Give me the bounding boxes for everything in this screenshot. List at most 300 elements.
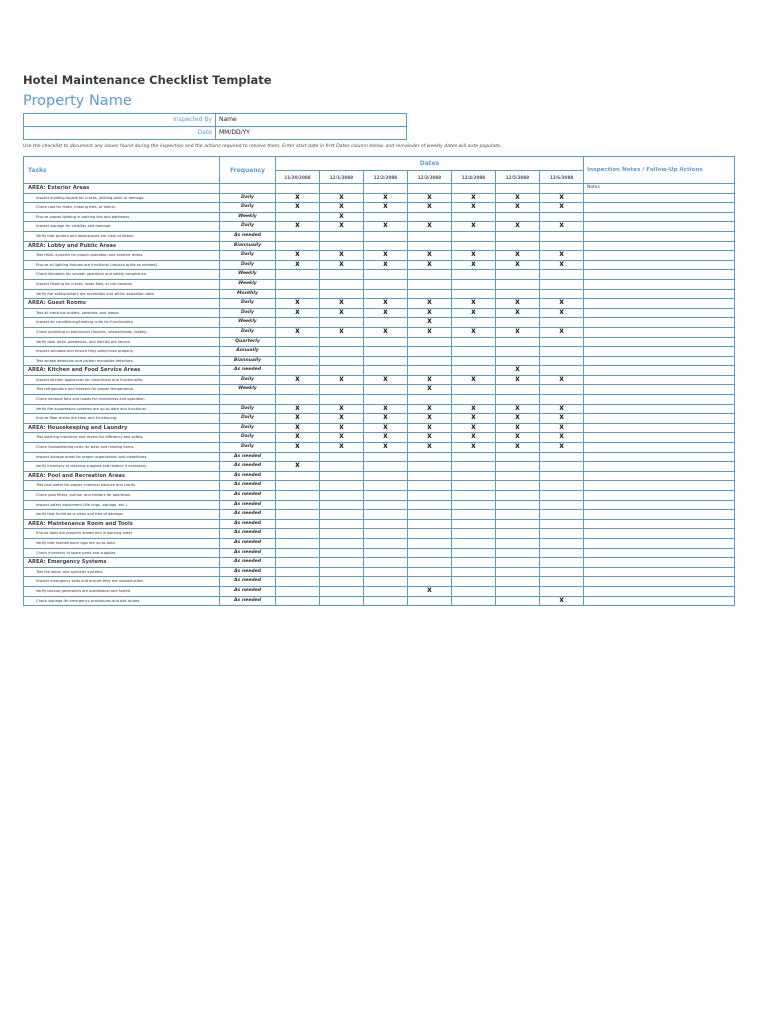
task-description[interactable]: Inspect signage for visibility and damage.	[24, 222, 220, 232]
date-check-cell[interactable]	[452, 395, 496, 405]
notes-cell[interactable]	[584, 404, 735, 414]
task-description[interactable]: Ensure all lighting fixtures are functional (replace bulbs as needed).	[24, 260, 220, 270]
notes-cell[interactable]	[584, 443, 735, 453]
frequency-cell[interactable]: Daily	[220, 299, 276, 309]
notes-cell[interactable]	[584, 193, 735, 203]
date-check-cell[interactable]	[276, 596, 320, 606]
date-column-header[interactable]: 12/5/2088	[496, 171, 540, 184]
date-check-cell[interactable]	[540, 471, 584, 481]
date-check-cell[interactable]	[320, 538, 364, 548]
date-check-cell[interactable]: X	[320, 260, 364, 270]
date-check-cell[interactable]	[540, 510, 584, 520]
date-check-cell[interactable]	[364, 567, 408, 577]
date-column-header[interactable]: 12/3/2088	[408, 171, 452, 184]
frequency-cell[interactable]: As needed	[220, 586, 276, 596]
date-check-cell[interactable]	[496, 519, 540, 529]
date-check-cell[interactable]	[496, 212, 540, 222]
area-title[interactable]: AREA: Guest Rooms	[24, 299, 220, 309]
task-description[interactable]: Test refrigerators and freezers for proper temperature.	[24, 385, 220, 395]
date-check-cell[interactable]: X	[496, 404, 540, 414]
date-check-cell[interactable]	[496, 184, 540, 194]
date-check-cell[interactable]	[408, 462, 452, 472]
date-check-cell[interactable]	[452, 481, 496, 491]
frequency-cell[interactable]: Daily	[220, 203, 276, 213]
date-check-cell[interactable]	[496, 471, 540, 481]
frequency-cell[interactable]: Daily	[220, 443, 276, 453]
notes-cell[interactable]	[584, 289, 735, 299]
date-check-cell[interactable]	[320, 395, 364, 405]
notes-cell[interactable]	[584, 279, 735, 289]
area-title[interactable]: AREA: Pool and Recreation Areas	[24, 471, 220, 481]
date-check-cell[interactable]	[452, 586, 496, 596]
notes-cell[interactable]	[584, 222, 735, 232]
date-check-cell[interactable]	[320, 577, 364, 587]
date-check-cell[interactable]	[276, 471, 320, 481]
task-description[interactable]: Test smoke detectors and carbon monoxide detectors.	[24, 356, 220, 366]
notes-cell[interactable]	[584, 596, 735, 606]
date-check-cell[interactable]: X	[408, 433, 452, 443]
date-check-cell[interactable]: X	[320, 308, 364, 318]
notes-cell[interactable]	[584, 203, 735, 213]
date-check-cell[interactable]	[452, 548, 496, 558]
frequency-cell[interactable]: Daily	[220, 433, 276, 443]
date-check-cell[interactable]: X	[496, 203, 540, 213]
date-check-cell[interactable]	[408, 356, 452, 366]
frequency-cell[interactable]: Biannually	[220, 241, 276, 251]
task-description[interactable]: Inspect building façade for cracks, peeling paint or damage.	[24, 193, 220, 203]
task-description[interactable]: Inspect air conditioning/heating units for functionality.	[24, 318, 220, 328]
frequency-cell[interactable]: Daily	[220, 404, 276, 414]
notes-cell[interactable]	[584, 337, 735, 347]
date-check-cell[interactable]: X	[496, 251, 540, 261]
date-check-cell[interactable]	[496, 385, 540, 395]
date-check-cell[interactable]: X	[320, 375, 364, 385]
date-check-cell[interactable]	[496, 510, 540, 520]
date-check-cell[interactable]: X	[276, 203, 320, 213]
date-check-cell[interactable]: X	[452, 423, 496, 433]
frequency-cell[interactable]: As needed	[220, 548, 276, 558]
date-check-cell[interactable]	[364, 519, 408, 529]
date-check-cell[interactable]: X	[364, 414, 408, 424]
notes-cell[interactable]	[584, 558, 735, 568]
date-check-cell[interactable]	[276, 184, 320, 194]
notes-cell[interactable]	[584, 212, 735, 222]
date-field[interactable]: MM/DD/YY	[216, 127, 407, 140]
frequency-cell[interactable]: As needed	[220, 366, 276, 376]
date-check-cell[interactable]	[320, 471, 364, 481]
date-check-cell[interactable]	[408, 452, 452, 462]
date-check-cell[interactable]	[408, 491, 452, 501]
date-check-cell[interactable]	[452, 491, 496, 501]
date-check-cell[interactable]	[540, 184, 584, 194]
date-check-cell[interactable]: X	[540, 222, 584, 232]
date-check-cell[interactable]: X	[452, 193, 496, 203]
date-check-cell[interactable]	[496, 279, 540, 289]
date-check-cell[interactable]	[496, 558, 540, 568]
frequency-cell[interactable]: As needed	[220, 231, 276, 241]
frequency-cell[interactable]: Daily	[220, 193, 276, 203]
date-check-cell[interactable]	[540, 395, 584, 405]
date-check-cell[interactable]	[452, 241, 496, 251]
date-check-cell[interactable]	[452, 471, 496, 481]
date-check-cell[interactable]	[540, 231, 584, 241]
date-check-cell[interactable]	[364, 538, 408, 548]
area-title[interactable]: AREA: Kitchen and Food Service Areas	[24, 366, 220, 376]
date-check-cell[interactable]	[540, 385, 584, 395]
date-check-cell[interactable]: X	[408, 375, 452, 385]
date-check-cell[interactable]	[540, 279, 584, 289]
task-description[interactable]: Verify fire suppression systems are up-to-date and functional.	[24, 404, 220, 414]
date-check-cell[interactable]: X	[276, 193, 320, 203]
date-check-cell[interactable]: X	[496, 443, 540, 453]
notes-cell[interactable]	[584, 241, 735, 251]
date-check-cell[interactable]: X	[408, 308, 452, 318]
date-check-cell[interactable]: X	[408, 414, 452, 424]
date-check-cell[interactable]: X	[276, 423, 320, 433]
frequency-cell[interactable]: As needed	[220, 519, 276, 529]
date-check-cell[interactable]	[452, 529, 496, 539]
date-check-cell[interactable]	[276, 385, 320, 395]
date-check-cell[interactable]	[276, 231, 320, 241]
date-check-cell[interactable]: X	[540, 414, 584, 424]
frequency-cell[interactable]: As needed	[220, 491, 276, 501]
date-check-cell[interactable]	[452, 519, 496, 529]
date-check-cell[interactable]	[276, 548, 320, 558]
notes-cell[interactable]	[584, 260, 735, 270]
date-check-cell[interactable]	[408, 212, 452, 222]
date-check-cell[interactable]	[320, 529, 364, 539]
frequency-cell[interactable]: Daily	[220, 327, 276, 337]
task-description[interactable]: Inspect windows and ensure they open/close properly.	[24, 347, 220, 357]
date-check-cell[interactable]	[276, 212, 320, 222]
date-check-cell[interactable]	[364, 318, 408, 328]
date-column-header[interactable]: 11/30/2088	[276, 171, 320, 184]
date-check-cell[interactable]	[408, 366, 452, 376]
date-check-cell[interactable]	[540, 586, 584, 596]
date-check-cell[interactable]: X	[408, 318, 452, 328]
date-check-cell[interactable]	[540, 270, 584, 280]
date-check-cell[interactable]	[496, 538, 540, 548]
date-check-cell[interactable]: X	[364, 299, 408, 309]
notes-cell[interactable]	[584, 251, 735, 261]
date-check-cell[interactable]	[408, 548, 452, 558]
frequency-cell[interactable]: As needed	[220, 577, 276, 587]
notes-cell[interactable]	[584, 433, 735, 443]
date-check-cell[interactable]	[540, 289, 584, 299]
task-description[interactable]: Test all electrical outlets, switches, and lamps.	[24, 308, 220, 318]
date-check-cell[interactable]	[452, 500, 496, 510]
notes-cell[interactable]	[584, 481, 735, 491]
date-check-cell[interactable]	[364, 510, 408, 520]
date-check-cell[interactable]	[452, 184, 496, 194]
date-check-cell[interactable]	[540, 337, 584, 347]
notes-cell[interactable]	[584, 318, 735, 328]
date-check-cell[interactable]	[408, 510, 452, 520]
date-check-cell[interactable]: X	[540, 433, 584, 443]
task-description[interactable]: Verify fire extinguishers are accessible and within expiration date.	[24, 289, 220, 299]
date-check-cell[interactable]	[364, 241, 408, 251]
date-check-cell[interactable]	[496, 241, 540, 251]
date-column-header[interactable]: 12/4/2088	[452, 171, 496, 184]
date-column-header[interactable]: 12/1/2088	[320, 171, 364, 184]
frequency-cell[interactable]: As needed	[220, 567, 276, 577]
date-check-cell[interactable]: X	[452, 203, 496, 213]
date-check-cell[interactable]	[452, 356, 496, 366]
notes-cell[interactable]	[584, 567, 735, 577]
frequency-cell[interactable]: Monthly	[220, 289, 276, 299]
date-check-cell[interactable]	[496, 548, 540, 558]
date-check-cell[interactable]	[408, 270, 452, 280]
frequency-cell[interactable]: As needed	[220, 510, 276, 520]
frequency-cell[interactable]: As needed	[220, 596, 276, 606]
task-description[interactable]: Ensure proper lighting in parking lots and pathways.	[24, 212, 220, 222]
date-check-cell[interactable]	[320, 184, 364, 194]
task-description[interactable]: Verify door locks, peepholes, and latches are secure.	[24, 337, 220, 347]
date-check-cell[interactable]	[496, 318, 540, 328]
date-check-cell[interactable]	[496, 347, 540, 357]
date-check-cell[interactable]	[496, 231, 540, 241]
notes-cell[interactable]	[584, 577, 735, 587]
date-check-cell[interactable]: X	[408, 251, 452, 261]
frequency-cell[interactable]: Weekly	[220, 385, 276, 395]
date-check-cell[interactable]	[364, 577, 408, 587]
notes-cell[interactable]	[584, 327, 735, 337]
date-check-cell[interactable]	[452, 462, 496, 472]
date-check-cell[interactable]	[364, 481, 408, 491]
date-check-cell[interactable]	[408, 471, 452, 481]
frequency-cell[interactable]: Quarterly	[220, 337, 276, 347]
date-check-cell[interactable]	[320, 462, 364, 472]
date-check-cell[interactable]: X	[320, 443, 364, 453]
date-check-cell[interactable]	[276, 337, 320, 347]
date-check-cell[interactable]: X	[364, 404, 408, 414]
date-check-cell[interactable]	[496, 529, 540, 539]
date-check-cell[interactable]	[276, 452, 320, 462]
date-check-cell[interactable]	[408, 184, 452, 194]
notes-cell[interactable]	[584, 366, 735, 376]
notes-cell[interactable]	[584, 231, 735, 241]
date-check-cell[interactable]	[408, 577, 452, 587]
date-check-cell[interactable]	[364, 452, 408, 462]
date-check-cell[interactable]	[320, 241, 364, 251]
date-check-cell[interactable]	[452, 289, 496, 299]
date-check-cell[interactable]	[364, 529, 408, 539]
notes-cell[interactable]	[584, 462, 735, 472]
date-check-cell[interactable]	[540, 491, 584, 501]
date-check-cell[interactable]	[496, 289, 540, 299]
date-check-cell[interactable]: X	[364, 327, 408, 337]
date-check-cell[interactable]: X	[540, 404, 584, 414]
date-check-cell[interactable]: X	[276, 433, 320, 443]
task-description[interactable]: Inspect safety equipment (life rings, signage, etc.).	[24, 500, 220, 510]
frequency-cell[interactable]: Biannually	[220, 356, 276, 366]
date-check-cell[interactable]	[320, 586, 364, 596]
date-check-cell[interactable]	[408, 567, 452, 577]
date-check-cell[interactable]	[452, 337, 496, 347]
date-check-cell[interactable]	[496, 491, 540, 501]
date-check-cell[interactable]	[320, 558, 364, 568]
date-check-cell[interactable]: X	[408, 586, 452, 596]
date-check-cell[interactable]: X	[364, 443, 408, 453]
date-check-cell[interactable]: X	[452, 327, 496, 337]
date-check-cell[interactable]	[276, 529, 320, 539]
date-check-cell[interactable]	[364, 337, 408, 347]
date-check-cell[interactable]	[496, 337, 540, 347]
task-description[interactable]: Check housekeeping carts for wear and missing items.	[24, 443, 220, 453]
date-check-cell[interactable]: X	[496, 433, 540, 443]
notes-cell[interactable]	[584, 395, 735, 405]
date-check-cell[interactable]: X	[276, 375, 320, 385]
date-check-cell[interactable]: X	[540, 596, 584, 606]
frequency-cell[interactable]: Daily	[220, 260, 276, 270]
date-check-cell[interactable]	[452, 567, 496, 577]
frequency-cell[interactable]: As needed	[220, 529, 276, 539]
date-check-cell[interactable]	[408, 596, 452, 606]
date-check-cell[interactable]: X	[496, 260, 540, 270]
date-check-cell[interactable]	[276, 289, 320, 299]
task-description[interactable]: Verify that gutters and downspouts are clear of debris.	[24, 231, 220, 241]
date-check-cell[interactable]	[408, 519, 452, 529]
date-check-cell[interactable]	[408, 279, 452, 289]
date-check-cell[interactable]	[540, 462, 584, 472]
area-title[interactable]: AREA: Lobby and Public Areas	[24, 241, 220, 251]
date-check-cell[interactable]	[364, 289, 408, 299]
task-description[interactable]: Test fire alarm and sprinkler systems.	[24, 567, 220, 577]
notes-cell[interactable]	[584, 548, 735, 558]
date-check-cell[interactable]	[452, 347, 496, 357]
date-check-cell[interactable]	[496, 586, 540, 596]
date-check-cell[interactable]	[496, 270, 540, 280]
notes-cell[interactable]	[584, 529, 735, 539]
date-check-cell[interactable]	[364, 231, 408, 241]
date-check-cell[interactable]	[364, 356, 408, 366]
date-check-cell[interactable]: X	[452, 414, 496, 424]
frequency-cell[interactable]: Daily	[220, 423, 276, 433]
date-check-cell[interactable]: X	[364, 193, 408, 203]
notes-cell[interactable]	[584, 471, 735, 481]
date-check-cell[interactable]: X	[320, 299, 364, 309]
date-check-cell[interactable]: X	[540, 443, 584, 453]
date-check-cell[interactable]	[276, 318, 320, 328]
date-check-cell[interactable]: X	[540, 251, 584, 261]
date-check-cell[interactable]	[408, 337, 452, 347]
date-check-cell[interactable]	[540, 356, 584, 366]
date-check-cell[interactable]	[496, 395, 540, 405]
date-check-cell[interactable]	[276, 241, 320, 251]
frequency-cell[interactable]: Weekly	[220, 212, 276, 222]
date-check-cell[interactable]	[320, 356, 364, 366]
date-check-cell[interactable]	[276, 366, 320, 376]
date-check-cell[interactable]	[364, 596, 408, 606]
date-check-cell[interactable]	[408, 241, 452, 251]
date-check-cell[interactable]	[364, 586, 408, 596]
date-check-cell[interactable]	[452, 558, 496, 568]
date-check-cell[interactable]	[540, 452, 584, 462]
date-check-cell[interactable]: X	[364, 251, 408, 261]
date-check-cell[interactable]: X	[364, 308, 408, 318]
area-title[interactable]: AREA: Exterior Areas	[24, 184, 220, 194]
date-check-cell[interactable]: X	[320, 433, 364, 443]
date-check-cell[interactable]: X	[276, 327, 320, 337]
task-description[interactable]: Ensure tools are properly stored and in working order.	[24, 529, 220, 539]
date-check-cell[interactable]: X	[408, 222, 452, 232]
frequency-cell[interactable]: Weekly	[220, 318, 276, 328]
area-title[interactable]: AREA: Housekeeping and Laundry	[24, 423, 220, 433]
date-check-cell[interactable]	[452, 596, 496, 606]
notes-cell[interactable]	[584, 270, 735, 280]
date-check-cell[interactable]	[320, 366, 364, 376]
task-description[interactable]: Check signage for emergency procedures and exit routes.	[24, 596, 220, 606]
task-description[interactable]: Check plumbing in bathrooms (faucets, showerheads, toilets).	[24, 327, 220, 337]
date-check-cell[interactable]: X	[540, 308, 584, 318]
date-check-cell[interactable]: X	[540, 193, 584, 203]
date-check-cell[interactable]	[496, 500, 540, 510]
date-check-cell[interactable]: X	[496, 299, 540, 309]
date-check-cell[interactable]	[276, 491, 320, 501]
notes-cell[interactable]	[584, 510, 735, 520]
date-check-cell[interactable]: X	[320, 423, 364, 433]
date-check-cell[interactable]: X	[276, 251, 320, 261]
task-description[interactable]: Inspect flooring for cracks, loose tiles, or trip hazards.	[24, 279, 220, 289]
task-description[interactable]: Ensure floor drains are clear and functioning.	[24, 414, 220, 424]
date-check-cell[interactable]: X	[408, 193, 452, 203]
date-check-cell[interactable]	[364, 366, 408, 376]
date-check-cell[interactable]	[364, 491, 408, 501]
date-check-cell[interactable]	[452, 231, 496, 241]
date-check-cell[interactable]: X	[320, 327, 364, 337]
frequency-cell[interactable]: Daily	[220, 251, 276, 261]
date-check-cell[interactable]	[540, 347, 584, 357]
task-description[interactable]: Check elevators for smooth operation and safety compliance.	[24, 270, 220, 280]
date-check-cell[interactable]	[276, 481, 320, 491]
date-check-cell[interactable]	[408, 231, 452, 241]
date-check-cell[interactable]	[452, 366, 496, 376]
task-description[interactable]: Check inventory of spare parts and supplies.	[24, 548, 220, 558]
date-check-cell[interactable]	[452, 318, 496, 328]
frequency-cell[interactable]: Weekly	[220, 279, 276, 289]
date-check-cell[interactable]: X	[320, 414, 364, 424]
date-check-cell[interactable]	[540, 558, 584, 568]
notes-cell[interactable]	[584, 375, 735, 385]
notes-cell[interactable]: Notes	[584, 184, 735, 194]
notes-cell[interactable]	[584, 385, 735, 395]
date-check-cell[interactable]	[276, 558, 320, 568]
date-check-cell[interactable]: X	[496, 414, 540, 424]
date-check-cell[interactable]	[320, 452, 364, 462]
date-check-cell[interactable]: X	[452, 404, 496, 414]
date-check-cell[interactable]: X	[364, 222, 408, 232]
date-check-cell[interactable]	[276, 538, 320, 548]
frequency-cell[interactable]: As needed	[220, 471, 276, 481]
date-check-cell[interactable]	[540, 538, 584, 548]
frequency-cell[interactable]: Daily	[220, 375, 276, 385]
date-check-cell[interactable]: X	[364, 375, 408, 385]
date-check-cell[interactable]	[276, 567, 320, 577]
notes-cell[interactable]	[584, 500, 735, 510]
date-check-cell[interactable]	[364, 385, 408, 395]
date-check-cell[interactable]	[364, 558, 408, 568]
date-check-cell[interactable]	[408, 529, 452, 539]
date-check-cell[interactable]: X	[452, 299, 496, 309]
date-check-cell[interactable]	[452, 270, 496, 280]
date-check-cell[interactable]: X	[364, 433, 408, 443]
date-check-cell[interactable]: X	[540, 203, 584, 213]
notes-cell[interactable]	[584, 538, 735, 548]
date-check-cell[interactable]	[540, 577, 584, 587]
date-check-cell[interactable]	[364, 471, 408, 481]
date-check-cell[interactable]	[540, 241, 584, 251]
date-check-cell[interactable]	[540, 567, 584, 577]
